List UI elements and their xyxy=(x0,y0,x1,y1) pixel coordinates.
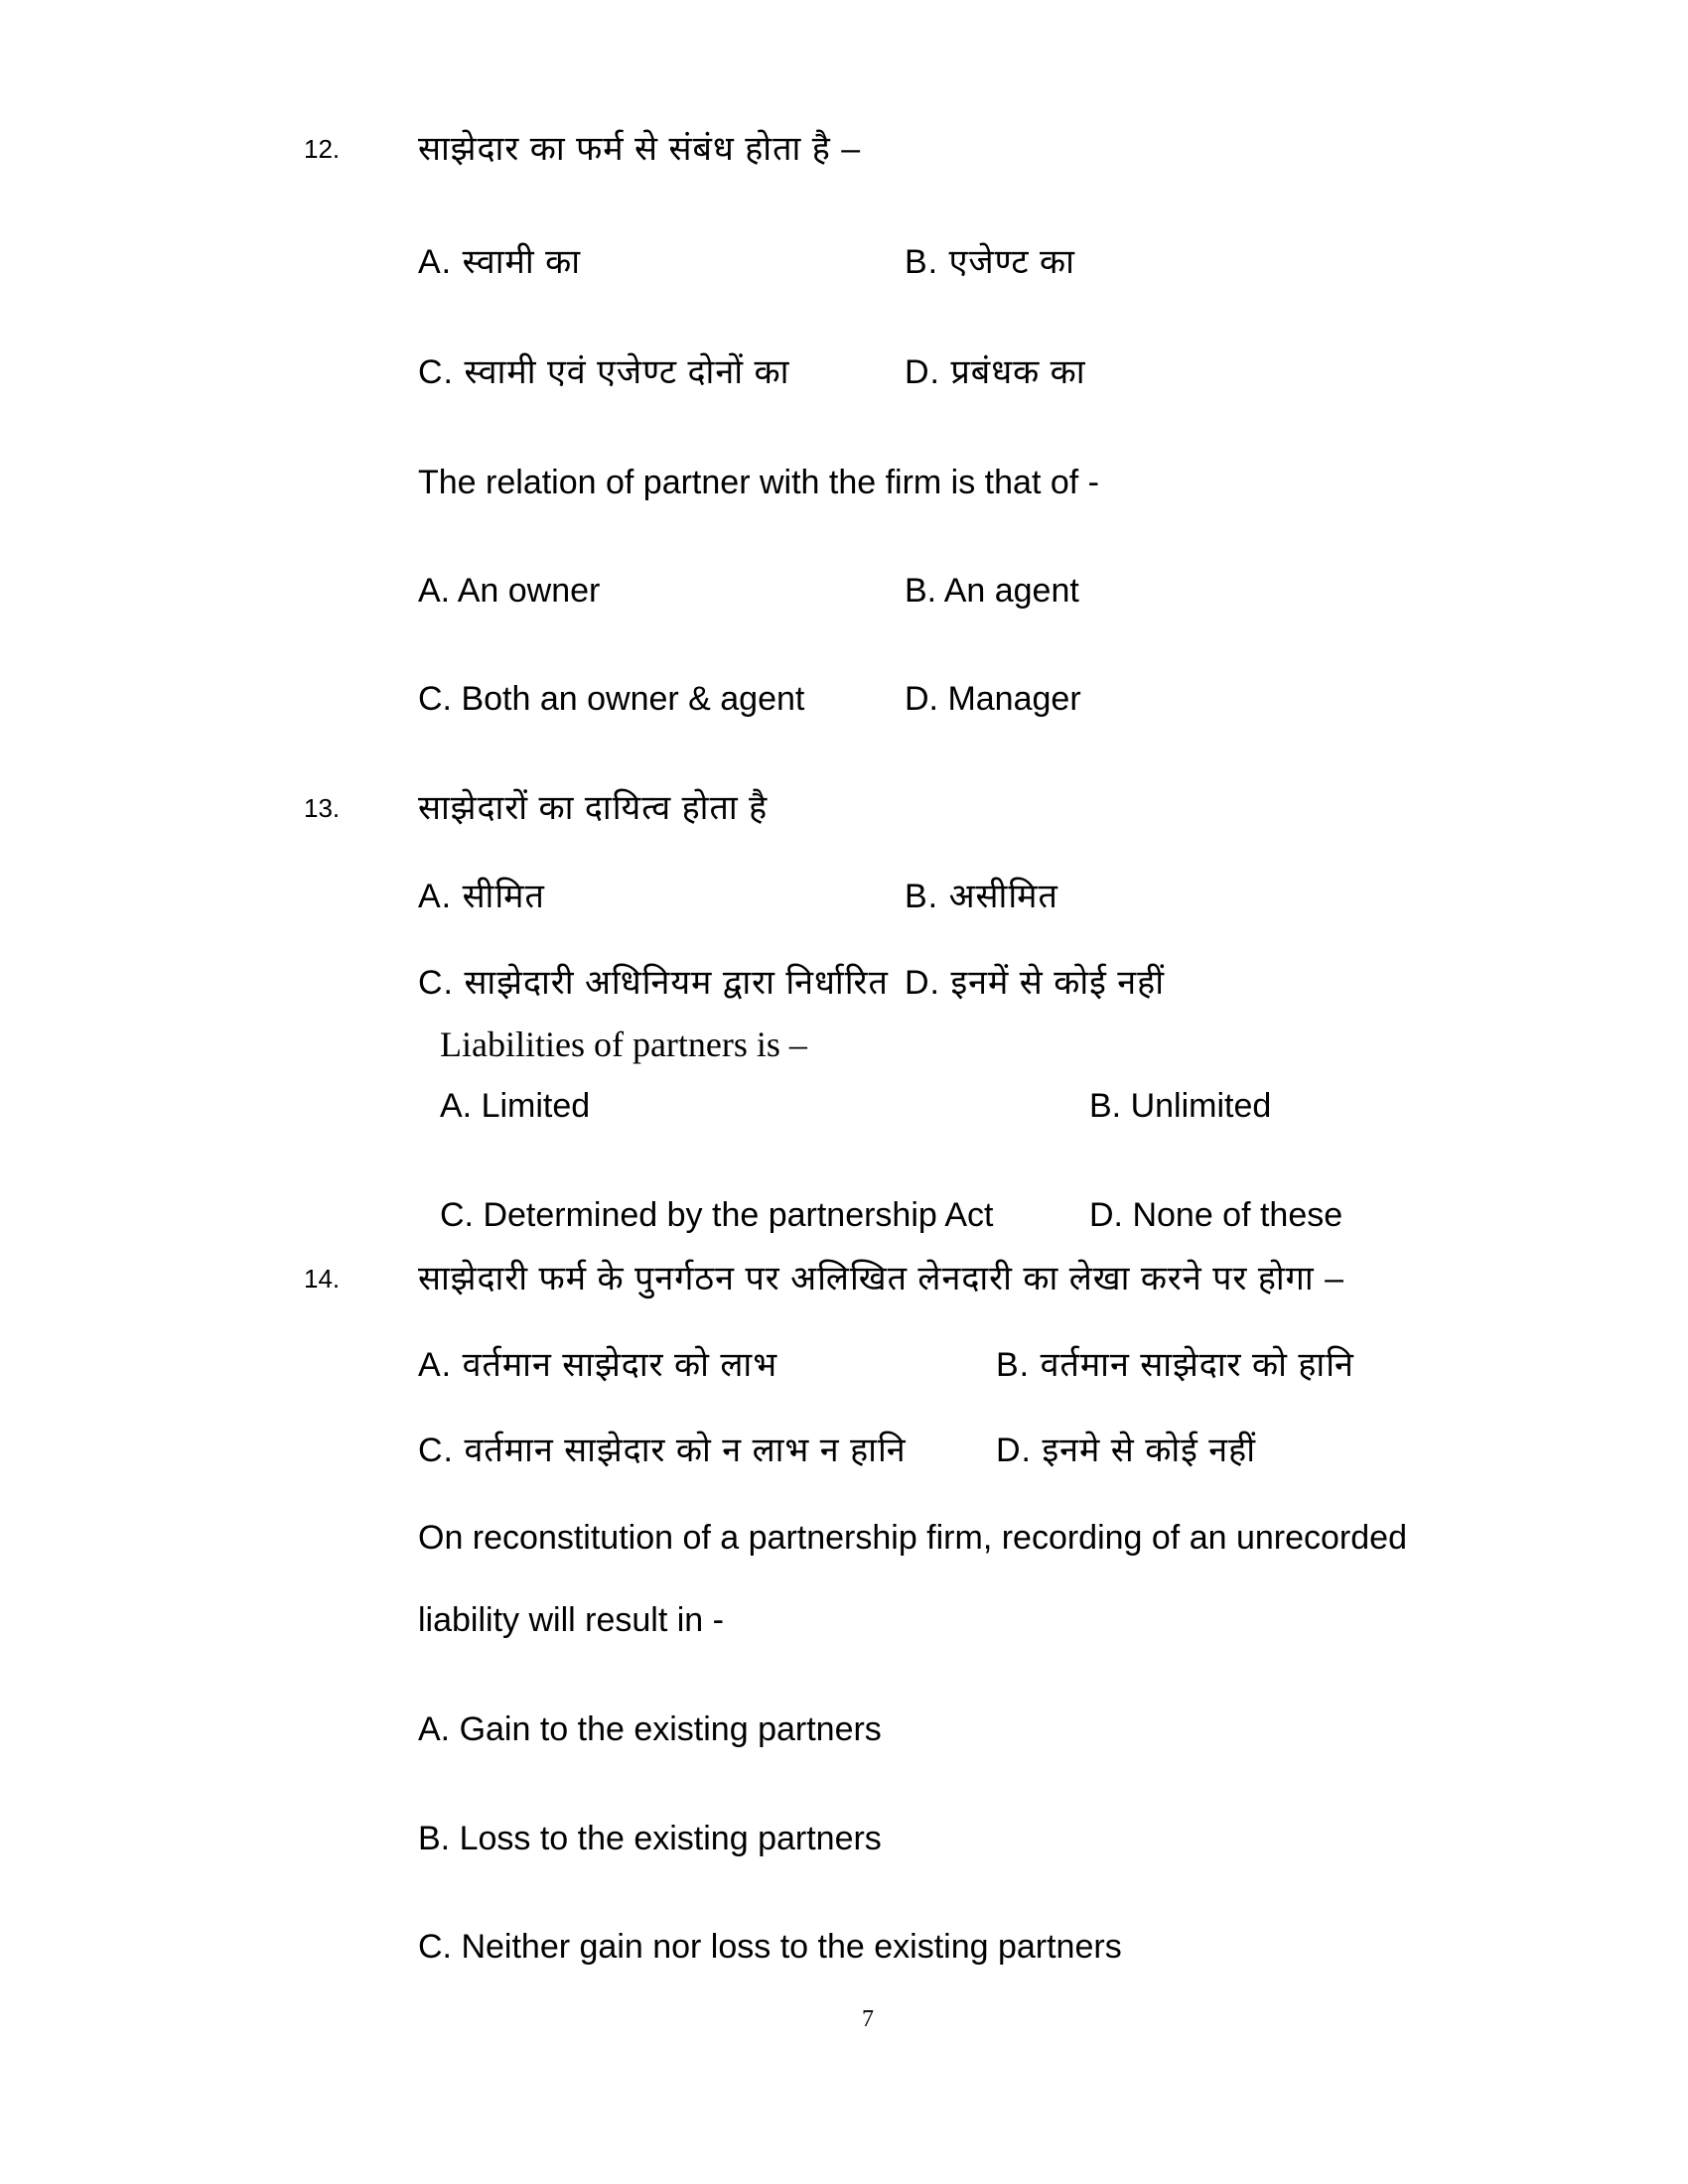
option-c-hindi: C. वर्तमान साझेदार को न लाभ न हानि xyxy=(418,1432,907,1469)
option-c-english: C. Both an owner & agent xyxy=(418,680,805,718)
question-text-english-line1: On reconstitution of a partnership firm, recording of an unrecorded xyxy=(418,1519,1407,1557)
option-a-hindi: A. वर्तमान साझेदार को लाभ xyxy=(418,1346,778,1384)
question-text-english: The relation of partner with the firm is that of - xyxy=(418,464,1099,501)
option-b-english: B. Loss to the existing partners xyxy=(418,1820,882,1857)
option-b-english: B. Unlimited xyxy=(1089,1087,1272,1125)
option-d-hindi: D. प्रबंधक का xyxy=(905,353,1086,391)
option-c-hindi: C. साझेदारी अधिनियम द्वारा निर्धारित xyxy=(418,964,889,1002)
option-b-hindi: B. वर्तमान साझेदार को हानि xyxy=(996,1346,1354,1384)
question-text-hindi: साझेदारी फर्म के पुनर्गठन पर अलिखित लेनदारी का लेखा करने पर होगा – xyxy=(418,1260,1344,1297)
question-text-english: Liabilities of partners is – xyxy=(440,1024,807,1064)
question-number: 13. xyxy=(304,793,341,823)
option-d-hindi: D. इनमें से कोई नहीं xyxy=(905,964,1166,1002)
question-text-hindi: साझेदार का फर्म से संबंध होता है – xyxy=(418,130,862,168)
option-d-english: D. None of these xyxy=(1089,1196,1343,1234)
option-d-hindi: D. इनमे से कोई नहीं xyxy=(996,1432,1257,1469)
option-a-english: A. An owner xyxy=(418,572,601,610)
option-b-hindi: B. एजेण्ट का xyxy=(905,243,1075,281)
option-a-english: A. Gain to the existing partners xyxy=(418,1710,882,1748)
question-number: 14. xyxy=(304,1264,341,1294)
option-b-english: B. An agent xyxy=(905,572,1079,610)
question-text-hindi: साझेदारों का दायित्व होता है xyxy=(418,789,769,827)
option-b-hindi: B. असीमित xyxy=(905,878,1058,915)
option-d-english: D. Manager xyxy=(905,680,1081,718)
option-a-hindi: A. स्वामी का xyxy=(418,243,582,281)
option-c-hindi: C. स्वामी एवं एजेण्ट दोनों का xyxy=(418,353,790,391)
option-c-english: C. Determined by the partnership Act xyxy=(440,1196,994,1234)
question-number: 12. xyxy=(304,134,341,164)
option-c-english: C. Neither gain nor loss to the existing partners xyxy=(418,1928,1122,1966)
page-number: 7 xyxy=(862,2006,874,2032)
option-a-hindi: A. सीमित xyxy=(418,878,545,915)
option-a-english: A. Limited xyxy=(440,1087,591,1125)
question-text-english-line2: liability will result in - xyxy=(418,1601,724,1639)
